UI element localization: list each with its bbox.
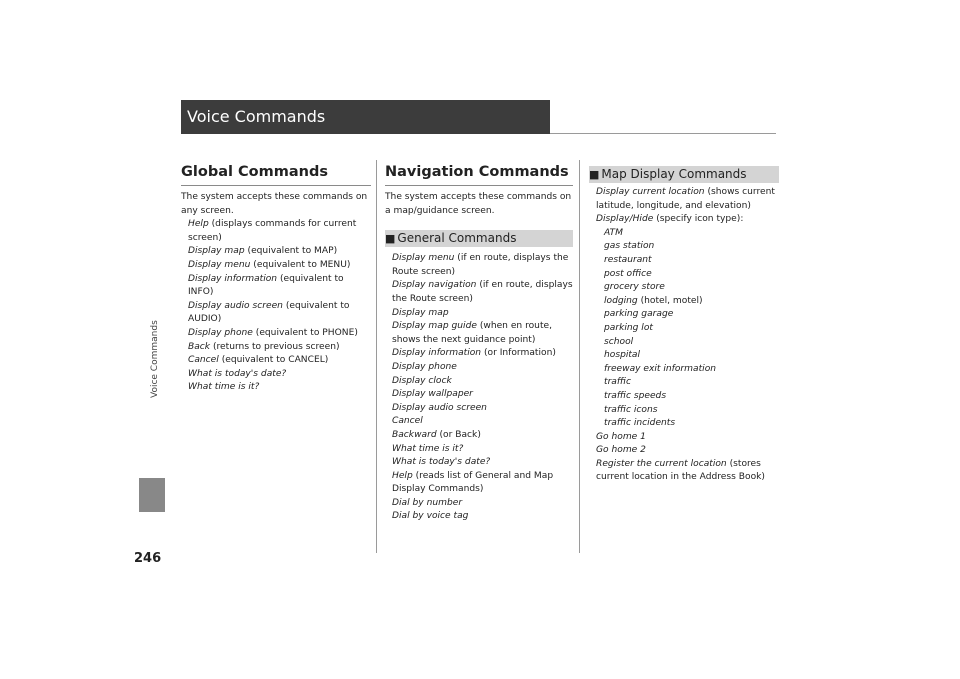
square-bullet-icon: ■ [589, 168, 600, 181]
command-description: (equivalent to PHONE) [252, 327, 358, 338]
command-item [188, 381, 371, 395]
command-item [596, 458, 779, 485]
command-name: traffic speeds [604, 390, 667, 401]
column-divider [376, 160, 377, 553]
command-item [604, 308, 779, 322]
command-description: (displays commands for current screen) [188, 219, 357, 243]
command-name: grocery store [604, 282, 665, 293]
command-name: Display navigation [392, 280, 477, 291]
command-name: Back [188, 341, 211, 352]
general-commands-list [385, 252, 573, 524]
command-name: Display wallpaper [392, 389, 473, 400]
command-item [392, 497, 573, 511]
command-item [604, 240, 779, 254]
command-item [392, 361, 573, 375]
general-commands-subheading: ■ General Commands [385, 230, 573, 247]
command-description: (returns to previous screen) [210, 341, 340, 352]
command-item [392, 252, 573, 279]
command-description: (equivalent to MENU) [250, 259, 351, 270]
command-description: (stores current location in the Address Book) [596, 458, 765, 483]
command-name: What time is it? [188, 382, 260, 393]
command-name: Display phone [392, 361, 457, 372]
command-item [392, 375, 573, 389]
command-name: What is today's date? [392, 457, 491, 468]
command-description: (specify icon type): [653, 214, 744, 225]
command-name: Help [392, 470, 413, 481]
command-name: What time is it? [392, 443, 464, 454]
command-name: hospital [604, 350, 641, 361]
command-name: traffic [604, 377, 631, 388]
command-item [604, 322, 779, 336]
command-name: traffic incidents [604, 418, 676, 429]
section-header-bar [181, 100, 550, 134]
global-commands-intro: The system accepts these commands on any screen. [181, 192, 368, 216]
square-bullet-icon: ■ [385, 232, 396, 246]
global-commands-column [181, 160, 371, 395]
side-chapter-label: Voice Commands [150, 320, 160, 398]
command-description: (reads list of General and Map Display Commands) [392, 470, 554, 495]
page-number: 246 [134, 551, 162, 566]
command-name: Display phone [188, 327, 253, 338]
command-description: (equivalent to AUDIO) [188, 300, 350, 325]
command-name: Dial by voice tag [392, 511, 469, 522]
command-description: (equivalent to INFO) [188, 273, 344, 298]
command-item [188, 259, 371, 273]
command-description: (or Information) [481, 348, 556, 359]
command-description: (if en route, displays the Route screen) [392, 253, 569, 277]
map-display-commands-list [589, 186, 779, 227]
command-name: Cancel [188, 355, 219, 366]
command-item [604, 254, 779, 268]
command-description: (equivalent to MAP) [244, 246, 338, 257]
command-description: (if en route, displays the Route screen) [392, 280, 573, 304]
command-name: Display audio screen [392, 402, 487, 413]
command-item [392, 415, 573, 429]
command-name: traffic icons [604, 404, 658, 415]
command-name: Go home 2 [596, 445, 646, 456]
command-name: Display map guide [392, 321, 477, 332]
command-item [604, 363, 779, 377]
command-item [604, 390, 779, 404]
command-name: Display menu [392, 253, 455, 264]
command-description: (or Back) [436, 429, 481, 440]
command-name: What is today's date? [188, 368, 287, 379]
navigation-commands-intro: The system accepts these commands on a map/guidance screen. [385, 192, 572, 216]
command-item [188, 245, 371, 259]
command-name: Cancel [392, 416, 423, 427]
command-name: Register the current location [596, 458, 727, 469]
command-item [604, 227, 779, 241]
map-display-commands-subheading: ■ Map Display Commands [589, 166, 779, 183]
command-name: Display audio screen [188, 300, 283, 311]
command-description: (when en route, shows the next guidance point) [392, 321, 552, 345]
navigation-commands-heading: Navigation Commands [385, 160, 573, 186]
side-chapter-tab [139, 478, 165, 512]
command-name: post office [604, 268, 652, 279]
command-name: Backward [392, 429, 437, 440]
command-name: Help [188, 219, 209, 230]
command-item [392, 279, 573, 306]
command-name: Display clock [392, 375, 452, 386]
command-item [392, 320, 573, 347]
command-name: Display map [188, 246, 245, 257]
command-name: gas station [604, 241, 655, 252]
command-item [596, 431, 779, 445]
command-item [392, 429, 573, 443]
command-item [188, 218, 371, 245]
command-item [392, 402, 573, 416]
command-item [604, 268, 779, 282]
command-name: parking garage [604, 309, 674, 320]
command-name: restaurant [604, 254, 652, 265]
column-divider [579, 160, 580, 553]
command-item [188, 300, 371, 327]
command-name: ATM [604, 227, 623, 238]
command-name: school [604, 336, 634, 347]
global-commands-list [181, 218, 371, 395]
command-description: (hotel, motel) [637, 295, 703, 306]
command-item [604, 376, 779, 390]
command-item [604, 295, 779, 309]
command-name: Display information [392, 348, 482, 359]
command-item [392, 443, 573, 457]
icon-type-list [589, 227, 779, 431]
command-item [596, 444, 779, 458]
page-title: Voice Commands [187, 107, 326, 126]
command-item [596, 213, 779, 227]
command-item [188, 327, 371, 341]
command-name: Display menu [188, 259, 251, 270]
command-item [188, 341, 371, 355]
command-item [596, 186, 779, 213]
command-name: Display information [188, 273, 278, 284]
command-item [392, 388, 573, 402]
global-commands-heading: Global Commands [181, 160, 371, 186]
command-item [188, 273, 371, 300]
map-display-commands-column [589, 160, 779, 485]
command-name: lodging [604, 295, 638, 306]
command-item [604, 281, 779, 295]
command-item [392, 510, 573, 524]
header-rule [550, 133, 776, 134]
command-description: (shows current latitude, longitude, and elevation) [596, 187, 775, 211]
command-item [604, 349, 779, 363]
command-name: Go home 1 [596, 431, 646, 442]
command-item [392, 347, 573, 361]
command-name: Display map [392, 307, 449, 318]
command-item [188, 368, 371, 382]
command-name: freeway exit information [604, 363, 717, 374]
command-name: Dial by number [392, 497, 463, 508]
map-display-commands-list-continued [589, 431, 779, 485]
command-item [392, 307, 573, 321]
command-description: (equivalent to CANCEL) [218, 355, 329, 366]
navigation-commands-column [385, 160, 573, 524]
command-name: Display current location [596, 187, 705, 197]
command-item [392, 456, 573, 470]
command-item [392, 470, 573, 497]
command-name: Display/Hide [596, 214, 654, 225]
command-name: parking lot [604, 322, 653, 333]
command-item [604, 404, 779, 418]
command-item [604, 336, 779, 350]
command-item [188, 354, 371, 368]
command-item [604, 417, 779, 431]
